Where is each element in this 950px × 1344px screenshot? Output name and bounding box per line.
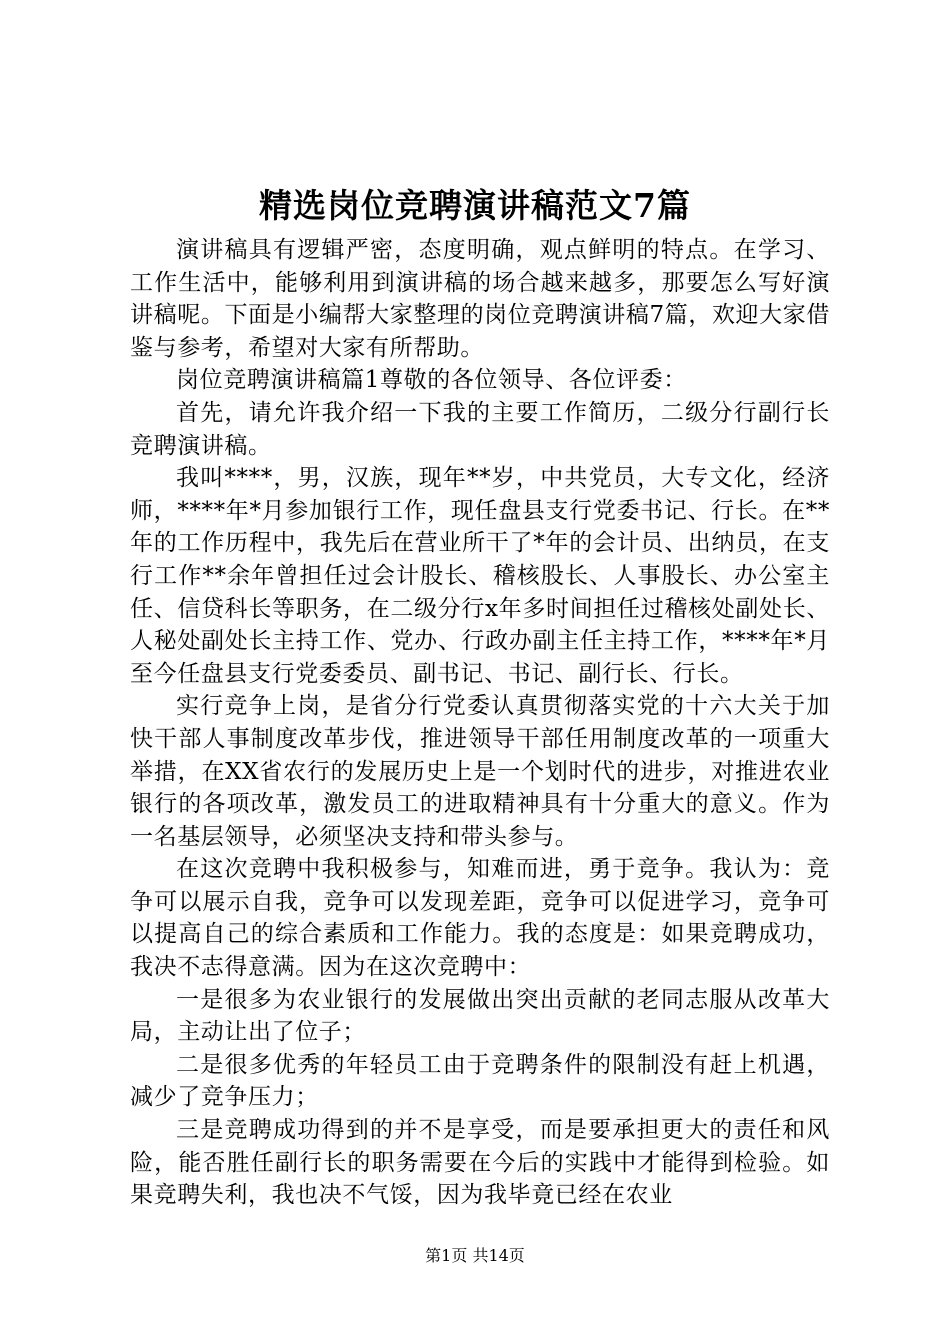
paragraph-point-three: 三是竞聘成功得到的并不是享受，而是要承担更大的责任和风险，能否胜任副行长的职务需要在今后的实践中才能得到检验。如果竞聘失利，我也决不气馁，因为我毕竟已经在农业: [130, 1117, 830, 1209]
paragraph-reform: 实行竞争上岗，是省分行党委认真贯彻落实党的十六大关于加快干部人事制度改革步伐，推进领导干部任用制度改革的一项重大举措，在XX省农行的发展历史上是一个划时代的进步，对推进农业银行的各项改革，激发员工的进取精神具有十分重大的意义。作为一名基层领导，必须坚决支持和带头参与。: [130, 693, 830, 850]
paragraph-resume: 我叫****，男，汉族，现年**岁，中共党员，大专文化，经济师，****年*月参加银行工作，现任盘县支行党委书记、行长。在**年的工作历程中，我先后在营业所干了*年的会计员、出纳员，在支行工作**余年曾担任过会计股长、稽核股长、人事股长、办公室主任、信贷科长等职务，在二级分行x年多时间担任过稽核处副处长、人秘处副处长主持工作、党办、行政办副主任主持工作，****年*月至今任盘县支行党委委员、副书记、书记、副行长、行长。: [130, 465, 830, 687]
paragraph-salutation: 岗位竞聘演讲稿篇1尊敬的各位领导、各位评委：: [176, 367, 687, 394]
paragraph-opening: 首先，请允许我介绍一下我的主要工作简历，二级分行副行长竞聘演讲稿。: [130, 399, 830, 459]
paragraph-point-one: 一是很多为农业银行的发展做出突出贡献的老同志服从改革大局，主动让出了位子；: [130, 986, 830, 1046]
page-number-footer: 第1页 共14页: [425, 1246, 525, 1265]
paragraph-attitude: 在这次竞聘中我积极参与，知难而进，勇于竞争。我认为：竞争可以展示自我，竞争可以发现差距，竞争可以促进学习，竞争可以提高自己的综合素质和工作能力。我的态度是：如果竞聘成功，我决不志得意满。因为在这次竞聘中：: [130, 856, 830, 981]
paragraph-intro: 演讲稿具有逻辑严密，态度明确，观点鲜明的特点。在学习、工作生活中，能够利用到演讲稿的场合越来越多，那要怎么写好演讲稿呢。下面是小编帮大家整理的岗位竞聘演讲稿7篇，欢迎大家借鉴与参考，希望对大家有所帮助。: [130, 237, 830, 361]
paragraph-point-two: 二是很多优秀的年轻员工由于竞聘条件的限制没有赶上机遇，减少了竞争压力；: [130, 1051, 830, 1111]
document-title: 精选岗位竞聘演讲稿范文7篇: [259, 186, 691, 225]
document-body: [130, 234, 830, 1212]
